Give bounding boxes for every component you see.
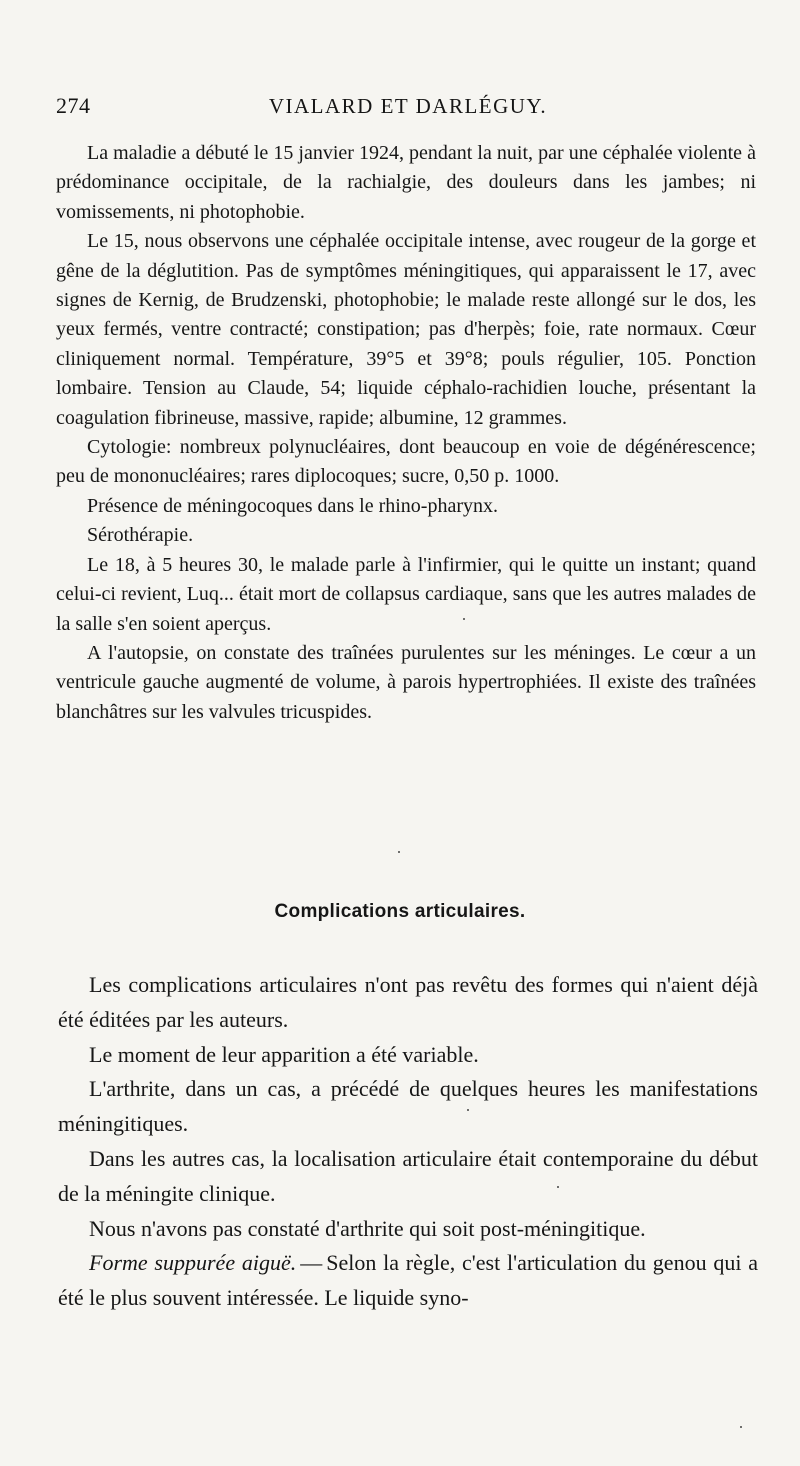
paragraph-forms: Les complications articulaires n'ont pas revêtu des formes qui n'aient déjà été éditées par les auteurs. [58,972,758,1032]
print-speck [467,1109,469,1111]
case-report-text [56,139,756,727]
paragraph-serotherapy: Sérothérapie. [87,524,194,547]
print-speck [740,1426,742,1428]
paragraph-examination: Le 15, nous observons une céphalée occipitale intense, avec rougeur de la gorge et gêne de la déglutition. Pas de symptômes méningitiques, qui apparaissent le 17, avec signes de Kernig, de Brudzenski, photophobie; le malade reste allongé sur le dos, les yeux fermés, ventre contracté; constipation; pas d'herpès; foie, rate normaux. Cœur cliniquement normal. Température, 39°5 et 39°8; pouls régulier, 105. Ponction lombaire. Tension au Claude, 54; liquide céphalo-rachidien louche, présentant la coagulation fibrineuse, massive, rapide; albumine, 12 grammes. [56,230,756,429]
paragraph-suppurative-form [58,1246,758,1316]
paragraph-timing: Le moment de leur apparition a été variable. [89,1041,479,1067]
paragraph-contemporary: Dans les autres cas, la localisation articulaire était contemporaine du début de la méningite clinique. [58,1145,758,1206]
paragraph-cytology: Cytologie: nombreux polynucléaires, dont beaucoup en voie de dégénérescence; peu de mononucléaires; rares diplocoques; sucre, 0,50 p. 1000. [56,436,756,488]
paragraph-post-meningitic: Nous n'avons pas constaté d'arthrite qui soit post-méningitique. [89,1215,646,1241]
running-head: VIALARD ET DARLÉGUY. [268,94,548,118]
italic-subheading: Forme suppurée aiguë. [89,1250,297,1276]
section-heading: Complications articulaires. [274,901,526,922]
section-text [58,968,758,1316]
paragraph-arthritis-first: L'arthrite, dans un cas, a précédé de quelques heures les manifestations méningitiques. [58,1076,758,1137]
paragraph-autopsy: A l'autopsie, on constate des traînées purulentes sur les méninges. Le cœur a un ventricule gauche augmenté de volume, à parois hypertrophiées. Il existe des traînées blanchâtres sur les valvules tricuspides. [56,641,756,723]
print-speck [557,1186,559,1188]
print-speck [463,618,465,620]
em-dash: — [300,1250,323,1276]
page-number: 274 [56,93,91,118]
page-header [56,91,760,121]
paragraph-onset: La maladie a débuté le 15 janvier 1924, pendant la nuit, par une céphalée violente à prédominance occipitale, de la rachialgie, des douleurs dans les jambes; ni vomissements, ni photophobie. [56,142,756,223]
paragraph-death: Le 18, à 5 heures 30, le malade parle à l'infirmier, qui le quitte un instant; quand celui-ci revient, Luq... était mort de collapsus cardiaque, sans que les autres malades de la salle s'en soient aperçus. [56,553,756,635]
print-speck [398,851,400,853]
paragraph-meningococci: Présence de méningocoques dans le rhino-pharynx. [87,494,498,517]
suppurative-form-text: Selon la règle, c'est l'articulation du genou qui a été le plus souvent intéressée. Le liquide syno- [58,1250,758,1311]
